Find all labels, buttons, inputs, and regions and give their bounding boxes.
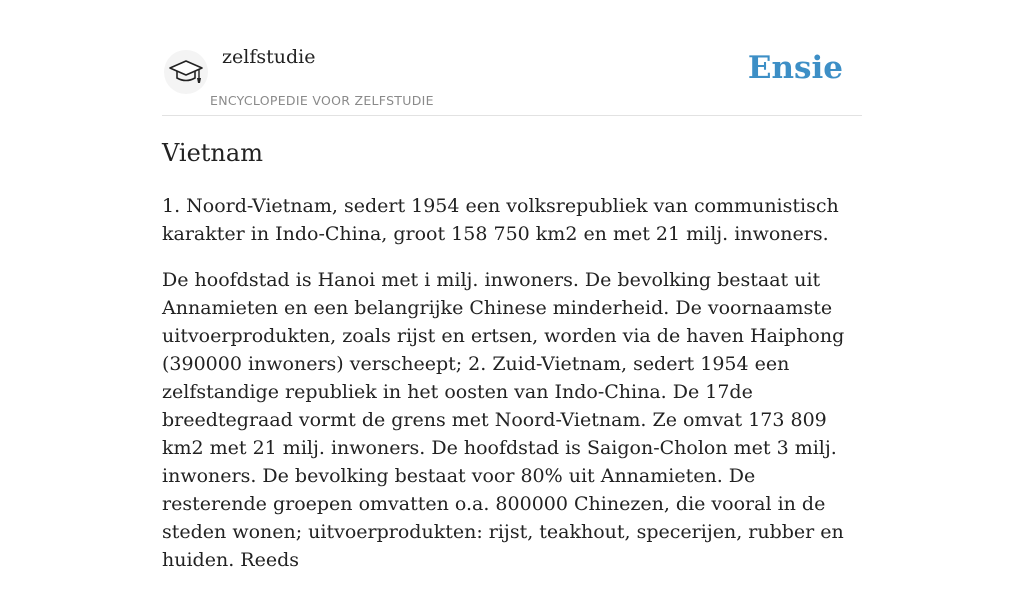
brand-logo-link[interactable]: Ensie <box>747 50 843 86</box>
site-name[interactable]: zelfstudie <box>222 46 316 68</box>
site-header <box>162 40 862 115</box>
article-body <box>162 192 862 592</box>
article-title: Vietnam <box>162 139 263 167</box>
graduation-cap-icon[interactable] <box>164 50 208 94</box>
article-paragraph: De hoofdstad is Hanoi met i milj. inwoners. De bevolking bestaat uit Annamieten en een belangrijke Chinese minderheid. De voornaamste uitvoerprodukten, zoals rijst en ertsen, worden via de haven Haiphong (390000 inwoners) verscheept; 2. Zuid-Vietnam, sedert 1954 een zelfstandige republiek in het oosten van Indo-China. De 17de breedtegraad vormt de grens met Noord-Vietnam. Ze omvat 173 809 km2 met 21 milj. inwoners. De hoofdstad is Saigon-Cholon met 3 milj. inwoners. De bevolking bestaat voor 80% uit Annamieten. De resterende groepen omvatten o.a. 800000 Chinezen, die vooral in de steden wonen; uitvoerprodukten: rijst, teakhout, specerijen, rubber en huiden. Reeds <box>162 269 845 571</box>
article-paragraph: 1. Noord-Vietnam, sedert 1954 een volksrepubliek van communistisch karakter in Indo-China, groot 158 750 km2 en met 21 milj. inwoners. <box>162 195 839 245</box>
site-tagline: ENCYCLOPEDIE VOOR ZELFSTUDIE <box>210 93 434 108</box>
header-divider <box>162 115 862 116</box>
